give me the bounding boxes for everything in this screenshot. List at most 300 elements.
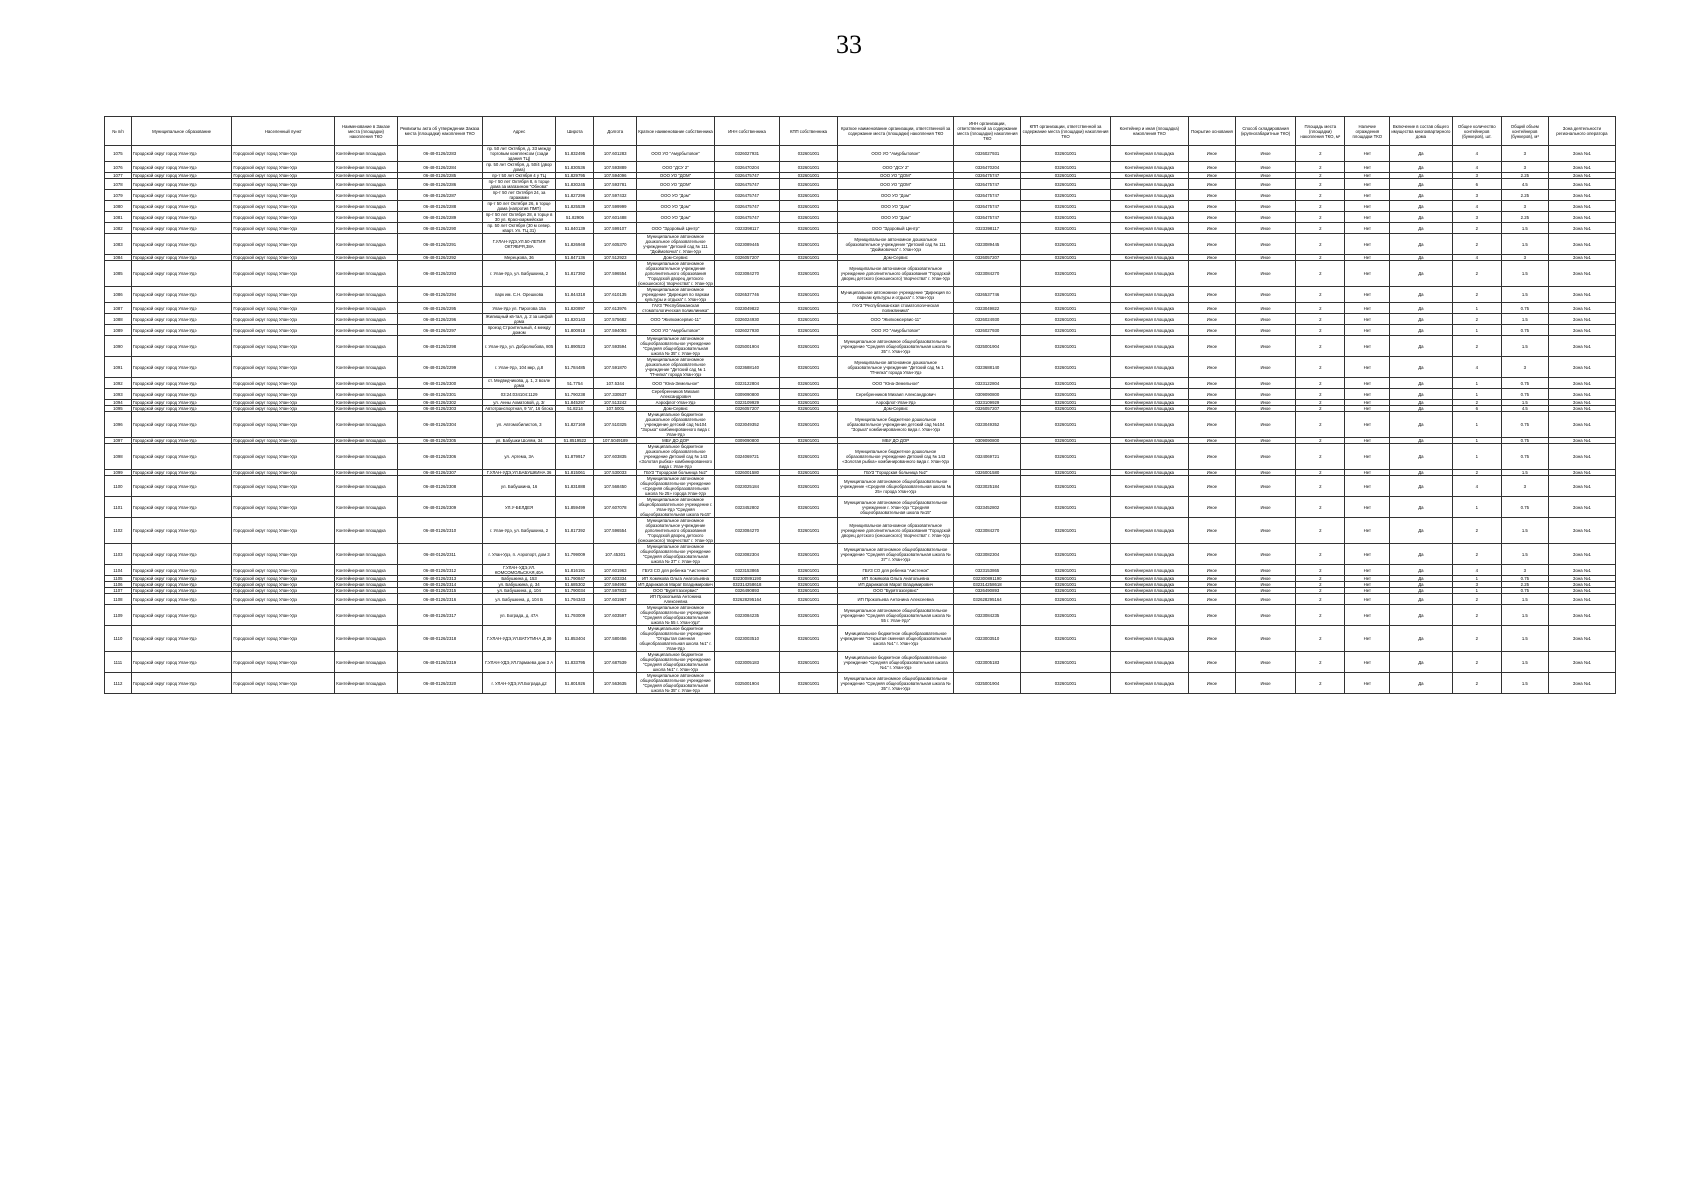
longitude-cell: 107.330537 xyxy=(594,389,636,400)
municipality-cell: Городской округ город Улан-Удэ xyxy=(131,476,232,497)
owner-kpp-cell: 032601001 xyxy=(779,518,837,544)
header-cell: Долгота xyxy=(594,117,636,146)
row-number-cell: 1089 xyxy=(105,325,132,336)
latitude-cell: 51.845297 xyxy=(556,400,594,406)
container-count-cell: 2 xyxy=(1452,605,1501,626)
act-number-cell: 06-48-0126/2313 xyxy=(397,576,482,582)
operator-zone-cell: Зона №1 xyxy=(1548,400,1615,406)
area-cell: 2 xyxy=(1296,378,1345,389)
container-volume-cell: 3 xyxy=(1501,565,1548,576)
container-count-cell: 4 xyxy=(1452,146,1501,162)
address-cell: Бабушкина д. 153 xyxy=(482,576,556,582)
address-cell: пр. 50 лет Октября, д. 33 между торговым комплексом (сзади здания ТЦ) xyxy=(482,146,556,162)
municipality-cell: Городской округ город Улан-Удэ xyxy=(131,287,232,303)
owner-name-cell: ООО УО "ДОМ" xyxy=(636,173,714,179)
address-cell: парк им. С.Н. Орешкова xyxy=(482,287,556,303)
container-type-cell: Контейнерная площадка xyxy=(1110,400,1188,406)
municipality-cell: Городской округ город Улан-Удэ xyxy=(131,594,232,605)
row-number-cell: 1102 xyxy=(105,518,132,544)
locality-cell: Городской округ город Улан-Удэ xyxy=(232,261,335,287)
container-type-cell: Контейнерная площадка xyxy=(1110,378,1188,389)
latitude-cell: 51.844318 xyxy=(556,287,594,303)
owner-kpp-cell: 032601001 xyxy=(779,325,837,336)
municipality-cell: Городской округ город Улан-Удэ xyxy=(131,146,232,162)
fence-cell: Нет xyxy=(1345,336,1390,357)
area-cell: 2 xyxy=(1296,146,1345,162)
common-property-cell: Да xyxy=(1390,470,1453,476)
row-number-cell: 1087 xyxy=(105,303,132,314)
owner-kpp-cell: 032601001 xyxy=(779,303,837,314)
locality-cell: Городской округ город Улан-Удэ xyxy=(232,412,335,438)
container-type-cell: Контейнерная площадка xyxy=(1110,357,1188,378)
responsible-org-cell: Муниципальное автономное общеобразовательное учреждение «Средняя общеобразовательная школа № 25» города Улан-Удэ xyxy=(838,476,954,497)
container-type-cell: Контейнерная площадка xyxy=(1110,594,1188,605)
area-cell: 2 xyxy=(1296,179,1345,190)
address-cell: г. Улан-Удэ, ул. Бабушкина, 2 xyxy=(482,518,556,544)
container-volume-cell: 0.75 xyxy=(1501,303,1548,314)
container-count-cell: 2 xyxy=(1452,470,1501,476)
responsible-org-cell: Дом-Сервис xyxy=(838,406,954,412)
org-inn-cell: 0326537746 xyxy=(954,287,1021,303)
container-count-cell: 3 xyxy=(1452,582,1501,588)
storage-method-cell: Иное xyxy=(1235,378,1295,389)
latitude-cell: 51.825539 xyxy=(556,201,594,212)
surface-type-cell: Иное xyxy=(1188,582,1235,588)
storage-method-cell: Иное xyxy=(1235,594,1295,605)
container-count-cell: 4 xyxy=(1452,162,1501,173)
municipality-cell: Городской округ город Улан-Удэ xyxy=(131,212,232,223)
container-type-cell: Контейнерная площадка xyxy=(1110,201,1188,212)
table-row xyxy=(105,234,1616,255)
owner-inn-cell: 0326027931 xyxy=(715,146,780,162)
longitude-cell: 107.603334 xyxy=(594,576,636,582)
operator-zone-cell: Зона №1 xyxy=(1548,652,1615,673)
municipality-cell: Городской округ город Улан-Удэ xyxy=(131,179,232,190)
container-type-cell: Контейнерная площадка xyxy=(1110,544,1188,565)
address-cell: Г.УЛАН-УДЭ,УЛ.Гармаева дом 3 А xyxy=(482,652,556,673)
area-cell: 2 xyxy=(1296,438,1345,444)
fence-cell: Нет xyxy=(1345,173,1390,179)
common-property-cell: Да xyxy=(1390,389,1453,400)
area-cell: 2 xyxy=(1296,594,1345,605)
latitude-cell: 51.853404 xyxy=(556,626,594,652)
municipality-cell: Городской округ город Улан-Удэ xyxy=(131,470,232,476)
table-row xyxy=(105,565,1616,576)
responsible-org-cell: Дом-Сервис xyxy=(838,255,954,261)
address-cell: пр-т 50 лет Октября 26, в торце дома (напротив ПМП) xyxy=(482,201,556,212)
responsible-org-cell: Муниципальное автономное общеобразовательное учреждение "Средняя общеобразовательная школа № 37" г. Улан-Удэ xyxy=(838,544,954,565)
container-count-cell: 2 xyxy=(1452,626,1501,652)
org-kpp-cell: 032601001 xyxy=(1021,476,1110,497)
container-count-cell: 2 xyxy=(1452,261,1501,287)
header-cell: ИНН организации, ответственной за содержание места (площадки) накопления ТКО xyxy=(954,117,1021,146)
org-inn-cell: 0326024930 xyxy=(954,314,1021,325)
header-row xyxy=(105,117,1616,146)
fence-cell: Нет xyxy=(1345,588,1390,594)
container-type-cell: Контейнерная площадка xyxy=(1110,173,1188,179)
address-cell: г. УЛАН-УДЭ,УЛ.Бограда,д2 xyxy=(482,673,556,694)
row-number-cell: 1106 xyxy=(105,582,132,588)
operator-zone-cell: Зона №1 xyxy=(1548,287,1615,303)
storage-method-cell: Иное xyxy=(1235,476,1295,497)
operator-zone-cell: Зона №1 xyxy=(1548,438,1615,444)
container-volume-cell: 1.5 xyxy=(1501,518,1548,544)
container-count-cell: 2 xyxy=(1452,314,1501,325)
area-cell: 2 xyxy=(1296,190,1345,201)
longitude-cell: 107.599999 xyxy=(594,201,636,212)
owner-kpp-cell: 032601001 xyxy=(779,314,837,325)
org-kpp-cell: 032601001 xyxy=(1021,378,1110,389)
org-inn-cell: 0326490893 xyxy=(954,588,1021,594)
area-cell: 2 xyxy=(1296,565,1345,576)
surface-type-cell: Иное xyxy=(1188,588,1235,594)
address-cell: 03:24:034104:1129 xyxy=(482,389,556,400)
act-number-cell: 06-48-0126/2310 xyxy=(397,518,482,544)
org-inn-cell: 0323452802 xyxy=(954,497,1021,518)
longitude-cell: 107.596554 xyxy=(594,518,636,544)
site-type-cell: Контейнерная площадка xyxy=(335,223,398,234)
latitude-cell: 51.831888 xyxy=(556,476,594,497)
locality-cell: Городской округ город Улан-Удэ xyxy=(232,406,335,412)
municipality-cell: Городской округ город Улан-Удэ xyxy=(131,444,232,470)
owner-name-cell: ГАУЗ "Республиканская стоматологическая поликлиника" xyxy=(636,303,714,314)
act-number-cell: 06-48-0126/2289 xyxy=(397,212,482,223)
address-cell: пр-т 50 лет Октября 24, за гаражами xyxy=(482,190,556,201)
owner-inn-cell: 0323082304 xyxy=(715,544,780,565)
responsible-org-cell: ООО "Жилкомсервис-11" xyxy=(838,314,954,325)
org-kpp-cell: 032601001 xyxy=(1021,582,1110,588)
common-property-cell: Да xyxy=(1390,476,1453,497)
owner-name-cell: ООО УО "Дом" xyxy=(636,190,714,201)
header-cell: Населенный пункт xyxy=(232,117,335,146)
row-number-cell: 1104 xyxy=(105,565,132,576)
table-row xyxy=(105,325,1616,336)
org-kpp-cell: 032601001 xyxy=(1021,287,1110,303)
storage-method-cell: Иное xyxy=(1235,201,1295,212)
address-cell: ул. Артема, 3А xyxy=(482,444,556,470)
container-volume-cell: 1.5 xyxy=(1501,400,1548,406)
owner-inn-cell: 0325001904 xyxy=(715,336,780,357)
container-type-cell: Контейнерная площадка xyxy=(1110,497,1188,518)
act-number-cell: 06-48-0126/2292 xyxy=(397,255,482,261)
header-cell: Краткое наименование собственника xyxy=(636,117,714,146)
owner-kpp-cell: 032601001 xyxy=(779,476,837,497)
act-number-cell: 06-48-0126/2284 xyxy=(397,162,482,173)
common-property-cell: Да xyxy=(1390,438,1453,444)
fence-cell: Нет xyxy=(1345,255,1390,261)
owner-inn-cell: 0323688140 xyxy=(715,357,780,378)
surface-type-cell: Иное xyxy=(1188,201,1235,212)
owner-name-cell: ООО "Жилкомсервис-11" xyxy=(636,314,714,325)
common-property-cell: Да xyxy=(1390,314,1453,325)
longitude-cell: 107.610135 xyxy=(594,287,636,303)
row-number-cell: 1076 xyxy=(105,162,132,173)
container-volume-cell: 1.5 xyxy=(1501,673,1548,694)
storage-method-cell: Иное xyxy=(1235,261,1295,287)
storage-method-cell: Иное xyxy=(1235,582,1295,588)
municipality-cell: Городской округ город Улан-Удэ xyxy=(131,544,232,565)
municipality-cell: Городской округ город Улан-Удэ xyxy=(131,652,232,673)
site-type-cell: Контейнерная площадка xyxy=(335,336,398,357)
container-volume-cell: 1.5 xyxy=(1501,261,1548,287)
area-cell: 2 xyxy=(1296,357,1345,378)
header-cell: Широта xyxy=(556,117,594,146)
owner-inn-cell: 0325001904 xyxy=(715,673,780,694)
table-row xyxy=(105,179,1616,190)
container-volume-cell: 2.25 xyxy=(1501,173,1548,179)
storage-method-cell: Иное xyxy=(1235,325,1295,336)
longitude-cell: 107.601967 xyxy=(594,594,636,605)
org-kpp-cell: 032601001 xyxy=(1021,255,1110,261)
act-number-cell: 06-48-0126/2312 xyxy=(397,565,482,576)
municipality-cell: Городской округ город Улан-Удэ xyxy=(131,336,232,357)
table-row xyxy=(105,201,1616,212)
table-row xyxy=(105,287,1616,303)
longitude-cell: 107.593889 xyxy=(594,162,636,173)
org-inn-cell: 032300891190 xyxy=(954,576,1021,582)
locality-cell: Городской округ город Улан-Удэ xyxy=(232,303,335,314)
owner-name-cell: ГБУЗ "Городская больница №2" xyxy=(636,470,714,476)
longitude-cell: 107.5049189 xyxy=(594,438,636,444)
owner-inn-cell: 0326475747 xyxy=(715,201,780,212)
longitude-cell: 107.575682 xyxy=(594,314,636,325)
container-volume-cell: 3 xyxy=(1501,201,1548,212)
container-volume-cell: 0.75 xyxy=(1501,389,1548,400)
org-kpp-cell: 032601001 xyxy=(1021,544,1110,565)
operator-zone-cell: Зона №1 xyxy=(1548,544,1615,565)
container-volume-cell: 3 xyxy=(1501,476,1548,497)
act-number-cell: 06-48-0126/2297 xyxy=(397,325,482,336)
common-property-cell: Да xyxy=(1390,544,1453,565)
address-cell: ул. Бабушкина, д. 104 xyxy=(482,588,556,594)
row-number-cell: 1096 xyxy=(105,412,132,438)
address-cell: Автотранспортная, 9 "а", 16 блока xyxy=(482,406,556,412)
row-number-cell: 1097 xyxy=(105,438,132,444)
longitude-cell: 107.5001 xyxy=(594,406,636,412)
container-volume-cell: 3 xyxy=(1501,162,1548,173)
org-inn-cell: 0326027930 xyxy=(954,325,1021,336)
header-cell: Наименование в Заказе места (площадки) накопления ТКО xyxy=(335,117,398,146)
area-cell: 2 xyxy=(1296,412,1345,438)
owner-inn-cell: 0326057207 xyxy=(715,406,780,412)
act-number-cell: 06-48-0126/2304 xyxy=(397,412,482,438)
org-inn-cell: 0323084270 xyxy=(954,518,1021,544)
common-property-cell: Да xyxy=(1390,261,1453,287)
act-number-cell: 06-48-0126/2308 xyxy=(397,476,482,497)
row-number-cell: 1081 xyxy=(105,212,132,223)
fence-cell: Нет xyxy=(1345,400,1390,406)
storage-method-cell: Иное xyxy=(1235,565,1295,576)
responsible-org-cell: Муниципальное бюджетное общеобразовательное учреждение "Средняя общеобразовательная школа №1" г. Улан-Удэ xyxy=(838,652,954,673)
area-cell: 2 xyxy=(1296,444,1345,470)
latitude-cell: 51.829795 xyxy=(556,173,594,179)
area-cell: 2 xyxy=(1296,588,1345,594)
table-row xyxy=(105,223,1616,234)
owner-kpp-cell: 032601001 xyxy=(779,146,837,162)
area-cell: 2 xyxy=(1296,336,1345,357)
org-inn-cell: 0323089445 xyxy=(954,234,1021,255)
act-number-cell: 06-48-0126/2300 xyxy=(397,378,482,389)
owner-inn-cell: 032300891190 xyxy=(715,576,780,582)
org-inn-cell: 0326475747 xyxy=(954,179,1021,190)
org-kpp-cell: 032601001 xyxy=(1021,201,1110,212)
org-inn-cell: 0323003510 xyxy=(954,626,1021,652)
operator-zone-cell: Зона №1 xyxy=(1548,518,1615,544)
address-cell: пр-т 50 лет Октября 4 у ТЦ xyxy=(482,173,556,179)
area-cell: 2 xyxy=(1296,605,1345,626)
container-type-cell: Контейнерная площадка xyxy=(1110,336,1188,357)
container-volume-cell: 2.25 xyxy=(1501,190,1548,201)
owner-name-cell: ГБУЗ СО для ребенка "Аистенок" xyxy=(636,565,714,576)
surface-type-cell: Иное xyxy=(1188,223,1235,234)
common-property-cell: Да xyxy=(1390,497,1453,518)
locality-cell: Городской округ город Улан-Удэ xyxy=(232,179,335,190)
area-cell: 2 xyxy=(1296,223,1345,234)
longitude-cell: 107.510325 xyxy=(594,412,636,438)
site-type-cell: Контейнерная площадка xyxy=(335,652,398,673)
operator-zone-cell: Зона №1 xyxy=(1548,303,1615,314)
storage-method-cell: Иное xyxy=(1235,179,1295,190)
locality-cell: Городской округ город Улан-Удэ xyxy=(232,673,335,694)
container-count-cell: 2 xyxy=(1452,400,1501,406)
common-property-cell: Да xyxy=(1390,518,1453,544)
responsible-org-cell: ООО "ДСУ 2" xyxy=(838,162,954,173)
responsible-org-cell: Муниципальное автономное общеобразовательное учреждение "Средняя общеобразовательная школа № 35" г. Улан-Удэ xyxy=(838,336,954,357)
org-kpp-cell: 032601001 xyxy=(1021,594,1110,605)
surface-type-cell: Иное xyxy=(1188,389,1235,400)
surface-type-cell: Иное xyxy=(1188,146,1235,162)
operator-zone-cell: Зона №1 xyxy=(1548,594,1615,605)
owner-kpp-cell: 032601001 xyxy=(779,544,837,565)
municipality-cell: Городской округ город Улан-Удэ xyxy=(131,576,232,582)
operator-zone-cell: Зона №1 xyxy=(1548,336,1615,357)
owner-kpp-cell: 032601001 xyxy=(779,652,837,673)
org-inn-cell: 0323082304 xyxy=(954,544,1021,565)
responsible-org-cell: ИП Прокопьева Антонина Алексеевна xyxy=(838,594,954,605)
address-cell: Г.УЛАН-УДЭ,УЛ. КОМСОМОЛЬСКАЯ,40А xyxy=(482,565,556,576)
container-volume-cell: 1.5 xyxy=(1501,626,1548,652)
owner-kpp-cell: 032601001 xyxy=(779,201,837,212)
surface-type-cell: Иное xyxy=(1188,476,1235,497)
owner-name-cell: Аэрофлот-Улан-Удэ xyxy=(636,400,714,406)
page-number: 33 xyxy=(836,30,862,59)
locality-cell: Городской округ город Улан-Удэ xyxy=(232,223,335,234)
owner-kpp-cell: 032601001 xyxy=(779,444,837,470)
responsible-org-cell: Аэрофлот-Улан-Удэ xyxy=(838,400,954,406)
org-inn-cell: 0326057207 xyxy=(954,406,1021,412)
site-type-cell: Контейнерная площадка xyxy=(335,476,398,497)
header-cell: Наличие ограждения площадки ТКО xyxy=(1345,117,1390,146)
owner-kpp-cell: 032601001 xyxy=(779,212,837,223)
row-number-cell: 1093 xyxy=(105,389,132,400)
operator-zone-cell: Зона №1 xyxy=(1548,588,1615,594)
owner-kpp-cell: 032601001 xyxy=(779,234,837,255)
container-volume-cell: 4.5 xyxy=(1501,179,1548,190)
container-type-cell: Контейнерная площадка xyxy=(1110,652,1188,673)
table-row xyxy=(105,162,1616,173)
fence-cell: Нет xyxy=(1345,261,1390,287)
locality-cell: Городской округ город Улан-Удэ xyxy=(232,594,335,605)
container-type-cell: Контейнерная площадка xyxy=(1110,287,1188,303)
municipality-cell: Городской округ город Улан-Удэ xyxy=(131,406,232,412)
container-volume-cell: 0.75 xyxy=(1501,412,1548,438)
row-number-cell: 1092 xyxy=(105,378,132,389)
responsible-org-cell: Муниципальное бюджетное дошкольное образовательное учреждение Детский сад № 143 «Золотая рыбка» комбинированного вида г. Улан-Удэ xyxy=(838,444,954,470)
org-kpp-cell: 032601001 xyxy=(1021,652,1110,673)
address-cell: Мерецкова, 36 xyxy=(482,255,556,261)
locality-cell: Городской округ город Улан-Удэ xyxy=(232,518,335,544)
latitude-cell: 51.847136 xyxy=(556,255,594,261)
org-inn-cell: 0326470204 xyxy=(954,162,1021,173)
table-row xyxy=(105,378,1616,389)
address-cell: г. Улан-Удэ, ул. Добролюбова, 805 xyxy=(482,336,556,357)
act-number-cell: 06-48-0126/2316 xyxy=(397,594,482,605)
address-cell: пр. 50 лет Октября, д. 50/4 (двор дома) xyxy=(482,162,556,173)
org-inn-cell: 0325001904 xyxy=(954,336,1021,357)
area-cell: 2 xyxy=(1296,162,1345,173)
address-cell: Улан-Удэ ул. Пирогова 15а xyxy=(482,303,556,314)
fence-cell: Нет xyxy=(1345,497,1390,518)
locality-cell: Городской округ город Улан-Удэ xyxy=(232,255,335,261)
owner-kpp-cell: 032601001 xyxy=(779,179,837,190)
municipality-cell: Городской округ город Улан-Удэ xyxy=(131,223,232,234)
owner-name-cell: ООО "Бурятгазсервис" xyxy=(636,588,714,594)
latitude-cell: 51.830245 xyxy=(556,179,594,190)
address-cell: ул. Бабушкина, д. 104 Б xyxy=(482,594,556,605)
latitude-cell: 51.82906 xyxy=(556,212,594,223)
container-count-cell: 4 xyxy=(1452,201,1501,212)
org-kpp-cell: 032601001 xyxy=(1021,400,1110,406)
fence-cell: Нет xyxy=(1345,652,1390,673)
container-type-cell: Контейнерная площадка xyxy=(1110,476,1188,497)
locality-cell: Городской округ город Улан-Удэ xyxy=(232,588,335,594)
org-kpp-cell: 032601001 xyxy=(1021,518,1110,544)
org-kpp-cell: 032601001 xyxy=(1021,190,1110,201)
org-kpp-cell: 032601001 xyxy=(1021,179,1110,190)
org-inn-cell: 032314258618 xyxy=(954,582,1021,588)
org-kpp-cell: 032601001 xyxy=(1021,588,1110,594)
storage-method-cell: Иное xyxy=(1235,287,1295,303)
area-cell: 2 xyxy=(1296,544,1345,565)
storage-method-cell: Иное xyxy=(1235,314,1295,325)
owner-name-cell: ООО УО "Дом" xyxy=(636,212,714,223)
area-cell: 2 xyxy=(1296,212,1345,223)
site-type-cell: Контейнерная площадка xyxy=(335,287,398,303)
surface-type-cell: Иное xyxy=(1188,594,1235,605)
storage-method-cell: Иное xyxy=(1235,223,1295,234)
header-cell: Покрытие основания xyxy=(1188,117,1235,146)
site-type-cell: Контейнерная площадка xyxy=(335,173,398,179)
fence-cell: Нет xyxy=(1345,518,1390,544)
surface-type-cell: Иное xyxy=(1188,626,1235,652)
locality-cell: Городской округ город Улан-Удэ xyxy=(232,325,335,336)
owner-name-cell: ИП Прокопьева Антонина Алексеевна xyxy=(636,594,714,605)
storage-method-cell: Иное xyxy=(1235,518,1295,544)
latitude-cell: 51.817392 xyxy=(556,261,594,287)
container-volume-cell: 1.5 xyxy=(1501,223,1548,234)
container-type-cell: Контейнерная площадка xyxy=(1110,673,1188,694)
container-type-cell: Контейнерная площадка xyxy=(1110,325,1188,336)
latitude-cell: 51.8214 xyxy=(556,406,594,412)
row-number-cell: 1095 xyxy=(105,406,132,412)
fence-cell: Нет xyxy=(1345,378,1390,389)
responsible-org-cell: Муниципальное автономное учреждение "Дирекция по паркам культуры и отдыха" г. Улан-Удэ xyxy=(838,287,954,303)
responsible-org-cell: Муниципальное автономное общеобразовательное учреждение "Средняя общеобразовательная школа № 35" г. Улан-Удэ xyxy=(838,673,954,694)
common-property-cell: Да xyxy=(1390,400,1453,406)
address-cell: г. Улан-Удэ, п. Аэропорт, дом 3 xyxy=(482,544,556,565)
responsible-org-cell: ООО "Бурятгазсервис" xyxy=(838,588,954,594)
container-count-cell: 4 xyxy=(1452,357,1501,378)
